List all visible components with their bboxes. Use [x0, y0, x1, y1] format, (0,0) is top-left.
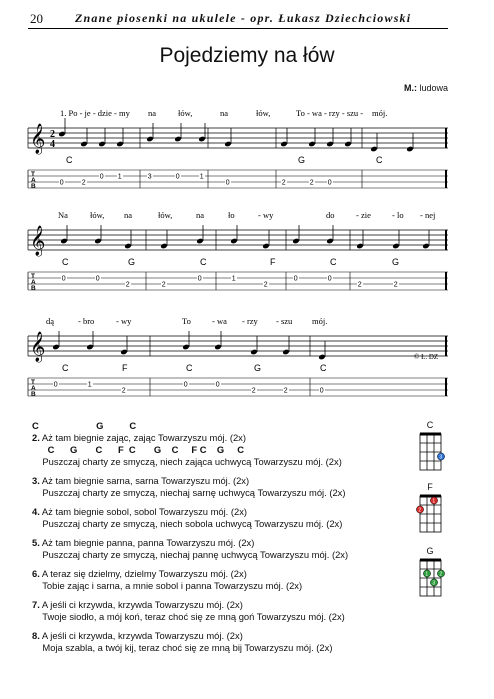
verse-line: [32, 599, 412, 611]
tab-clef-letter: T: [31, 171, 35, 178]
chord-chart-label: F: [427, 482, 433, 492]
lyric-syllable: na: [220, 108, 229, 118]
verse-number: 7.: [32, 599, 40, 610]
lyric-syllable: - nej: [420, 210, 436, 220]
verse-line: Puszczaj charty ze smyczą, niech sobola uchwycą Towarzyszu mój. (2x): [32, 518, 343, 529]
chord-symbol: C: [186, 363, 193, 373]
tab-clef-letter: A: [31, 279, 36, 286]
tab-fret-number: 0: [215, 381, 220, 389]
tab-fret-number: 2: [81, 179, 86, 187]
tab-fret-number: 0: [183, 381, 188, 389]
verse-line: Puszczaj charty ze smyczą, niechaj pannę uchwycą Towarzyszu mój. (2x): [32, 549, 349, 560]
tab-fret-number: 0: [175, 173, 180, 181]
chord-symbol: C: [62, 363, 69, 373]
verse-line: [32, 630, 412, 642]
lyric-syllable: na: [196, 210, 205, 220]
verse-line: [32, 568, 412, 580]
tab-fret-number: 0: [99, 173, 104, 181]
verse-text: Aż tam biegnie panna, panna Towarzyszu mój. (2x): [39, 537, 255, 548]
verse-line: Puszczaj charty ze smyczą, niech zająca uchwycą Towarzyszu mój. (2x): [32, 456, 342, 467]
verse-6: [32, 568, 412, 592]
tab-fret-number: 1: [117, 173, 122, 181]
tab-fret-number: 0: [95, 275, 100, 283]
book-title: Znane piosenki na ukulele - opr. Łukasz Dziechciowski: [75, 11, 412, 25]
composer-name: ludowa: [419, 83, 448, 93]
verse-number: 3.: [32, 475, 40, 486]
lyric-syllable: - wy: [116, 316, 132, 326]
lyric-syllable: - bro: [78, 316, 95, 326]
verse-line: Puszczaj charty ze smyczą, niechaj sarnę uchwycą Towarzyszu mój. (2x): [32, 487, 346, 498]
lyric-syllable: - szu: [276, 316, 293, 326]
tab-fret-number: 1: [199, 173, 204, 181]
tab-fret-number: 2: [121, 387, 126, 395]
verse-number: 4.: [32, 506, 40, 517]
tab-fret-number: 1: [87, 381, 92, 389]
verse-line: [32, 537, 412, 549]
tab-fret-number: 0: [327, 275, 332, 283]
tab-fret-number: 0: [53, 381, 58, 389]
verse-text: A jeśli ci krzywda, krzywda Towarzyszu mój. (2x): [39, 599, 243, 610]
tab-fret-number: 0: [61, 275, 66, 283]
tab-fret-number: 0: [59, 179, 64, 187]
lyric-syllable: mój.: [372, 108, 388, 118]
tab-fret-number: 2: [393, 281, 398, 289]
composer-label: M.:: [403, 83, 417, 93]
chord-symbol: C: [66, 155, 73, 165]
chord-chart-C: [414, 430, 448, 480]
tab-fret-number: 2: [357, 281, 362, 289]
lyric-syllable: na: [148, 108, 157, 118]
chord-symbol: C: [200, 257, 207, 267]
finger-number: 3: [439, 454, 443, 461]
verse-text: Aż tam biegnie sobol, sobol Towarzyszu mój. (2x): [39, 506, 248, 517]
chord-symbol: C: [376, 155, 383, 165]
verse-number: 5.: [32, 537, 40, 548]
lyric-syllable: Na: [58, 210, 68, 220]
tab-fret-number: 0: [319, 387, 324, 395]
verse-number: 8.: [32, 630, 40, 641]
tab-fret-number: 2: [161, 281, 166, 289]
verse-line: Moja szabla, a twój kij, teraz choć się ze mną bij Towarzyszu mój. (2x): [32, 642, 333, 653]
lyric-syllable: To - wa - rzy - szu -: [296, 108, 364, 118]
tab-fret-number: 0: [225, 179, 230, 187]
lyric-syllable: - lo: [392, 210, 404, 220]
lyric-syllable: ło: [228, 210, 235, 220]
tab-clef-letter: T: [31, 273, 35, 280]
verse-chords: C G C F C G C F C G C: [32, 444, 244, 455]
tab-fret-number: 1: [231, 275, 236, 283]
lyric-syllable: do: [326, 210, 335, 220]
chord-symbol: F: [122, 363, 128, 373]
finger-number: 2: [418, 507, 422, 514]
lyric-syllable: To: [182, 316, 191, 326]
page-number: 20: [30, 11, 43, 26]
copyright-mark: © Ł. DZ: [414, 353, 439, 361]
verses-block: [32, 420, 412, 661]
verse-5: [32, 537, 412, 561]
lyric-syllable: - wy: [258, 210, 274, 220]
verse-chords: C G C: [32, 420, 137, 431]
lyric-syllable: łów,: [256, 108, 271, 118]
verse-number: 6.: [32, 568, 40, 579]
chord-symbol: G: [298, 155, 306, 165]
verse-4: [32, 506, 412, 530]
chord-chart-label: G: [426, 546, 434, 556]
treble-clef-icon: 𝄞: [30, 332, 46, 362]
verse-line: Tobie zając i sarna, a mnie sobol i panna Towarzyszu mój. (2x): [32, 580, 303, 591]
tab-fret-number: 0: [327, 179, 332, 187]
finger-number: 1: [432, 498, 436, 505]
tab-fret-number: 2: [263, 281, 268, 289]
verse-8: [32, 630, 412, 654]
lyric-syllable: - rzy: [242, 316, 258, 326]
lyric-syllable: dą: [46, 316, 55, 326]
verse-line: [32, 475, 412, 487]
verse-2: [32, 420, 412, 468]
chord-chart-label: C: [426, 420, 434, 430]
treble-clef-icon: 𝄞: [30, 124, 46, 154]
tab-fret-number: 0: [197, 275, 202, 283]
lyric-syllable: - wa: [212, 316, 227, 326]
tab-clef-letter: B: [31, 391, 36, 398]
lyric-syllable: łów,: [158, 210, 173, 220]
song-title: Pojedziemy na łów: [159, 44, 335, 67]
tab-fret-number: 2: [125, 281, 130, 289]
lyric-syllable: - zie: [356, 210, 371, 220]
chord-symbol: G: [392, 257, 400, 267]
verse-line: Twoje siodło, a mój koń, teraz choć się ze mną goń Towarzyszu mój. (2x): [32, 611, 345, 622]
time-sig-bottom: 4: [50, 139, 55, 150]
tab-clef-letter: T: [31, 379, 35, 386]
verse-text: A jeśli ci krzywda, krzywda Towarzyszu mój. (2x): [39, 630, 243, 641]
verse-text: Aż tam biegnie zając, zając Towarzyszu mój. (2x): [39, 432, 246, 443]
verse-line: [32, 432, 412, 444]
verse-3: [32, 475, 412, 499]
verse-text: Aż tam biegnie sarna, sarna Towarzyszu mój. (2x): [39, 475, 250, 486]
lyric-syllable: 1. Po - je - dzie - my: [60, 108, 130, 118]
finger-number: 2: [439, 571, 443, 578]
chord-symbol: F: [270, 257, 276, 267]
tab-clef-letter: B: [31, 183, 36, 190]
chord-symbol: C: [62, 257, 69, 267]
chord-symbol: G: [128, 257, 136, 267]
chord-symbol: G: [254, 363, 262, 373]
chord-symbol: C: [330, 257, 337, 267]
lyric-syllable: mój.: [312, 316, 328, 326]
verse-number: 2.: [32, 432, 40, 443]
tab-fret-number: 2: [251, 387, 256, 395]
finger-number: 3: [432, 580, 436, 587]
tab-fret-number: 2: [309, 179, 314, 187]
chord-chart-G: [414, 556, 448, 606]
tab-clef-letter: A: [31, 385, 36, 392]
tab-fret-number: 2: [281, 179, 286, 187]
tab-fret-number: 3: [147, 173, 152, 181]
tab-clef-letter: B: [31, 285, 36, 292]
tab-fret-number: 0: [293, 275, 298, 283]
chord-chart-F: [414, 492, 448, 542]
time-sig-top: 2: [50, 129, 55, 140]
tab-fret-number: 2: [283, 387, 288, 395]
lyric-syllable: na: [124, 210, 133, 220]
finger-number: 1: [425, 571, 429, 578]
tab-clef-letter: A: [31, 177, 36, 184]
verse-7: [32, 599, 412, 623]
treble-clef-icon: 𝄞: [30, 226, 46, 256]
verse-text: A teraz się dzielmy, dzielmy Towarzyszu mój. (2x): [39, 568, 247, 579]
lyric-syllable: łów,: [178, 108, 193, 118]
lyric-syllable: łów,: [90, 210, 105, 220]
verse-line: [32, 506, 412, 518]
chord-symbol: C: [320, 363, 327, 373]
